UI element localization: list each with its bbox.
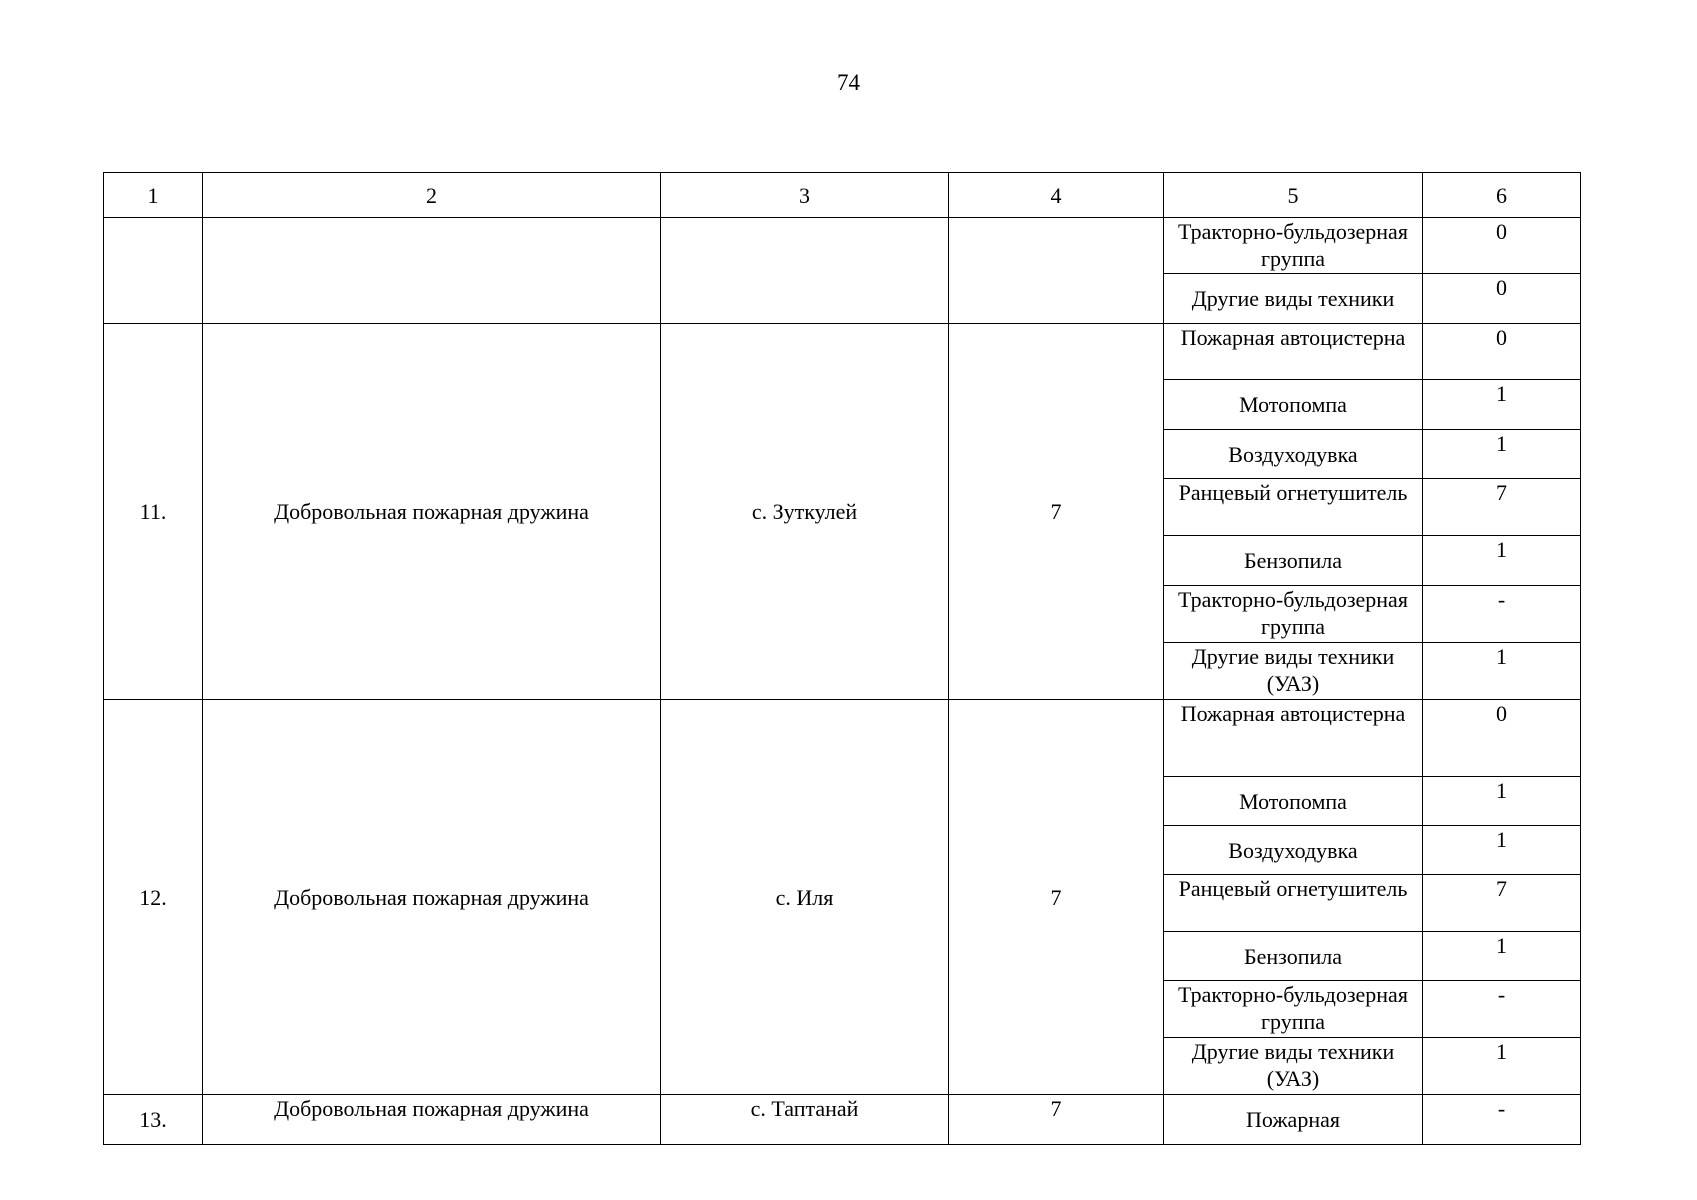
settlement-cell: с. Зуткулей bbox=[661, 324, 949, 700]
header-cell: 1 bbox=[104, 173, 203, 218]
equipment-name-cell: Другие виды техники (УАЗ) bbox=[1164, 643, 1423, 700]
header-cell: 2 bbox=[203, 173, 661, 218]
equipment-count-cell: 7 bbox=[1423, 479, 1581, 536]
equipment-count-cell: 1 bbox=[1423, 430, 1581, 479]
empty-settlement-cell bbox=[661, 218, 949, 324]
personnel-cell: 7 bbox=[949, 700, 1164, 1095]
organization-cell: Добровольная пожарная дружина bbox=[203, 324, 661, 700]
equipment-count-cell: 1 bbox=[1423, 380, 1581, 430]
header-cell: 3 bbox=[661, 173, 949, 218]
header-cell: 5 bbox=[1164, 173, 1423, 218]
equipment-count-cell: 1 bbox=[1423, 643, 1581, 700]
equipment-count-cell: 1 bbox=[1423, 777, 1581, 826]
equipment-count-cell: 1 bbox=[1423, 536, 1581, 586]
equipment-name-cell: Ранцевый огнетушитель bbox=[1164, 875, 1423, 932]
equipment-name-cell: Воздуходувка bbox=[1164, 826, 1423, 875]
equipment-table bbox=[103, 172, 1581, 1145]
equipment-count-cell: - bbox=[1423, 586, 1581, 643]
empty-organization-cell bbox=[203, 218, 661, 324]
equipment-count-cell: 0 bbox=[1423, 218, 1581, 274]
equipment-name-cell: Бензопила bbox=[1164, 932, 1423, 981]
table-row bbox=[104, 324, 1581, 380]
equipment-name-cell: Ранцевый огнетушитель bbox=[1164, 479, 1423, 536]
header-cell: 4 bbox=[949, 173, 1164, 218]
equipment-name-cell: Мотопомпа bbox=[1164, 777, 1423, 826]
header-row bbox=[104, 173, 1581, 218]
settlement-cell: с. Таптанай bbox=[661, 1095, 949, 1145]
equipment-name-cell: Тракторно-бульдозерная группа bbox=[1164, 981, 1423, 1038]
equipment-count-cell: 0 bbox=[1423, 700, 1581, 777]
table-row bbox=[104, 700, 1581, 777]
equipment-name-cell: Пожарная bbox=[1164, 1095, 1423, 1145]
entry-number-cell: 11. bbox=[104, 324, 203, 700]
personnel-cell: 7 bbox=[949, 324, 1164, 700]
equipment-name-cell: Воздуходувка bbox=[1164, 430, 1423, 479]
continuation-row bbox=[104, 218, 1581, 274]
entry-number-cell: 13. bbox=[104, 1095, 203, 1145]
entry-number-cell: 12. bbox=[104, 700, 203, 1095]
equipment-count-cell: 0 bbox=[1423, 324, 1581, 380]
equipment-name-cell: Тракторно-бульдозерная группа bbox=[1164, 586, 1423, 643]
equipment-count-cell: 1 bbox=[1423, 826, 1581, 875]
equipment-count-cell: - bbox=[1423, 981, 1581, 1038]
equipment-name-cell: Другие виды техники bbox=[1164, 274, 1423, 324]
equipment-count-cell: 7 bbox=[1423, 875, 1581, 932]
equipment-count-cell: 0 bbox=[1423, 274, 1581, 324]
equipment-name-cell: Пожарная автоцистерна bbox=[1164, 324, 1423, 380]
equipment-name-cell: Другие виды техники (УАЗ) bbox=[1164, 1038, 1423, 1095]
page-number: 74 bbox=[837, 70, 860, 95]
empty-number-cell bbox=[104, 218, 203, 324]
table-row bbox=[104, 1095, 1581, 1145]
equipment-name-cell: Мотопомпа bbox=[1164, 380, 1423, 430]
organization-cell: Добровольная пожарная дружина bbox=[203, 1095, 661, 1145]
equipment-name-cell: Бензопила bbox=[1164, 536, 1423, 586]
equipment-name-cell: Тракторно-бульдозерная группа bbox=[1164, 218, 1423, 274]
equipment-count-cell: 1 bbox=[1423, 932, 1581, 981]
equipment-count-cell: 1 bbox=[1423, 1038, 1581, 1095]
empty-personnel-cell bbox=[949, 218, 1164, 324]
equipment-count-cell: - bbox=[1423, 1095, 1581, 1145]
organization-cell: Добровольная пожарная дружина bbox=[203, 700, 661, 1095]
personnel-cell: 7 bbox=[949, 1095, 1164, 1145]
equipment-name-cell: Пожарная автоцистерна bbox=[1164, 700, 1423, 777]
header-cell: 6 bbox=[1423, 173, 1581, 218]
settlement-cell: с. Иля bbox=[661, 700, 949, 1095]
